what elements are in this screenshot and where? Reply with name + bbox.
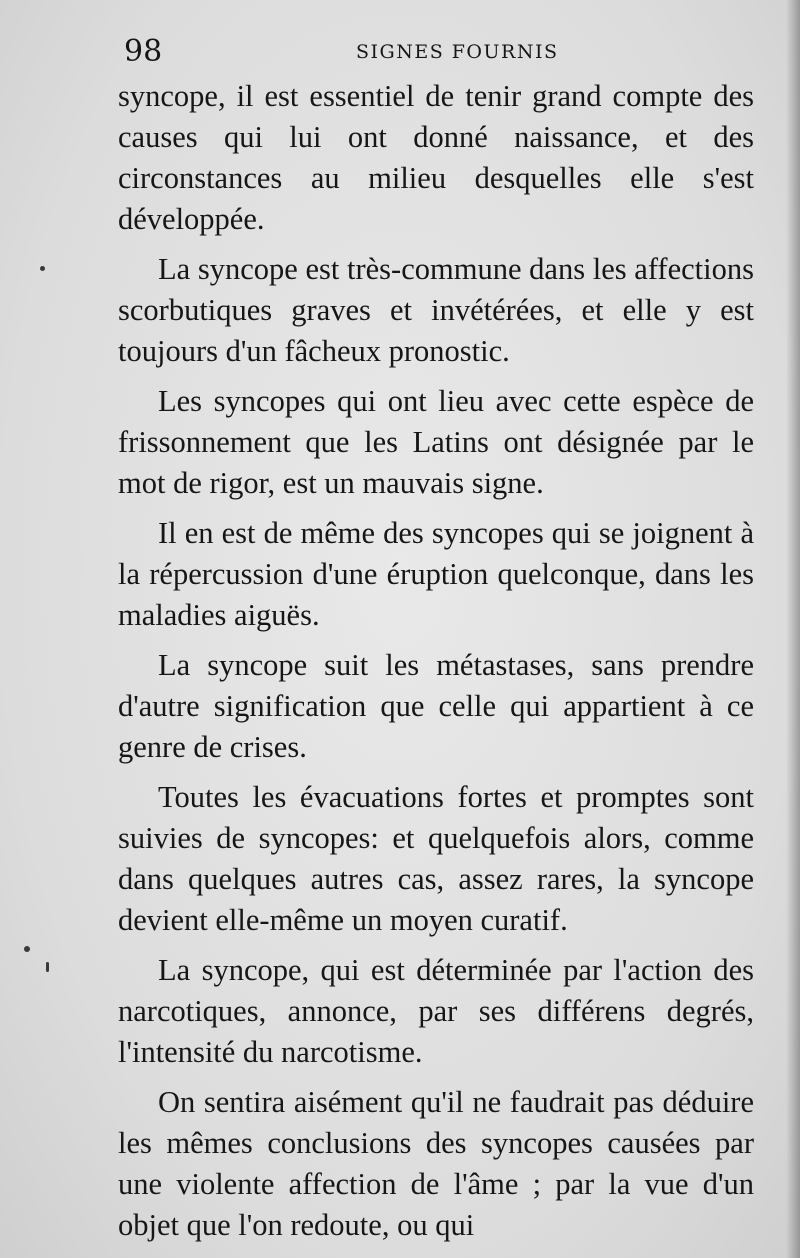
body-text bbox=[118, 76, 754, 1255]
paragraph: La syncope suit les métastases, sans prendre d'autre signification que celle qui appartient à ce genre de crises. bbox=[118, 648, 754, 764]
paragraph: On sentira aisément qu'il ne faudrait pas déduire les mêmes conclusions des syncopes causées par une violente affection de l'âme ; par la vue d'un objet que l'on redoute, ou qui bbox=[118, 1085, 754, 1242]
paragraph: La syncope est très-commune dans les affections scorbutiques graves et invétérées, et elle y est toujours d'un fâcheux pronostic. bbox=[118, 252, 754, 368]
running-head: SIGNES FOURNIS bbox=[356, 41, 559, 63]
page-edge-shadow bbox=[786, 0, 800, 1258]
ink-speck bbox=[24, 946, 30, 952]
paragraph: Les syncopes qui ont lieu avec cette espèce de frissonnement que les Latins ont désignée par le mot de rigor, est un mauvais signe. bbox=[118, 384, 754, 500]
paragraph: La syncope, qui est déterminée par l'action des narcotiques, annonce, par ses différens degrés, l'intensité du narcotisme. bbox=[118, 953, 754, 1069]
ink-speck bbox=[40, 266, 45, 271]
paragraph: Il en est de même des syncopes qui se joignent à la répercussion d'une éruption quelconque, dans les maladies aiguës. bbox=[118, 516, 754, 632]
page-number: 98 bbox=[124, 34, 163, 69]
page-header bbox=[124, 32, 584, 72]
paragraph: syncope, il est essentiel de tenir grand compte des causes qui lui ont donné naissance, et des circonstances au milieu desquelles elle s'est développée. bbox=[118, 79, 754, 236]
paragraph: Toutes les évacuations fortes et promptes sont suivies de syncopes: et quelquefois alors, comme dans quelques autres cas, assez rares, la syncope devient elle-même un moyen curatif. bbox=[118, 780, 754, 937]
ink-speck bbox=[46, 962, 49, 972]
